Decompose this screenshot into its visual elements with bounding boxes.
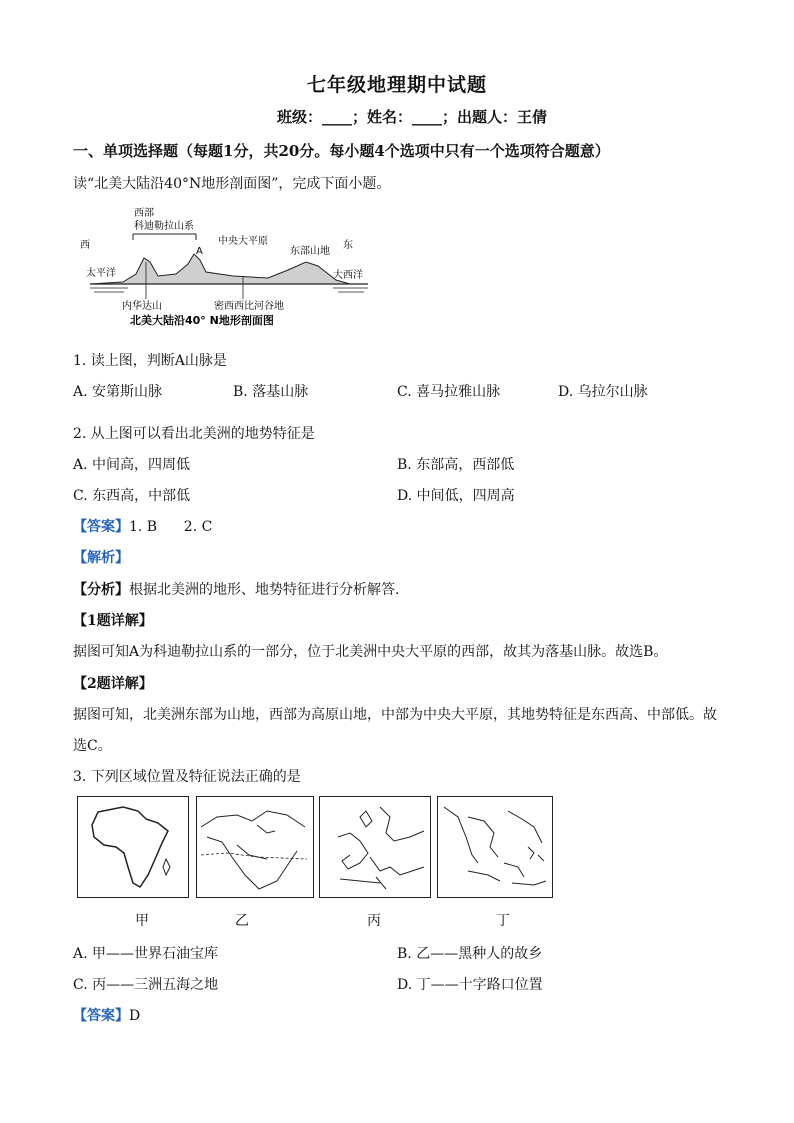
q2-option-b[interactable]: B. 东部高，西部低 bbox=[397, 457, 515, 473]
africa-outline bbox=[78, 797, 188, 897]
answer3-text: D bbox=[129, 1008, 141, 1024]
analysis-text: 根据北美洲的地形、地势特征进行分析解答. bbox=[129, 582, 400, 598]
great-plains-label: 中央大平原 bbox=[218, 236, 268, 247]
map-label-yi: 乙 bbox=[235, 913, 249, 929]
q2-option-c[interactable]: C. 东西高，中部低 bbox=[73, 488, 191, 504]
q3-option-d[interactable]: D. 丁——十字路口位置 bbox=[397, 977, 543, 993]
q3-stem: 3. 下列区域位置及特征说法正确的是 bbox=[73, 769, 301, 785]
q2-stem: 2. 从上图可以看出北美洲的地势特征是 bbox=[73, 426, 315, 442]
peak-a-label: A bbox=[196, 246, 203, 257]
middle-east-outline bbox=[197, 797, 313, 897]
atlantic-label: 大西洋 bbox=[333, 270, 363, 281]
west-range-label: 西部 bbox=[134, 208, 154, 219]
map-label-ding: 丁 bbox=[496, 913, 510, 929]
q2-option-a[interactable]: A. 中间高，四周低 bbox=[73, 457, 191, 473]
map-europe bbox=[319, 796, 431, 898]
detail2-line1: 据图可知，北美洲东部为山地，西部为高原山地，中部为中央大平原，其地势特征是东西高、中部低。故 bbox=[73, 707, 717, 723]
map-label-bing: 丙 bbox=[367, 913, 381, 929]
q1-stem: 1. 读上图，判断A山脉是 bbox=[73, 353, 227, 369]
analysis-heading: 【解析】 bbox=[73, 550, 129, 566]
intro-text: 读“北美大陆沿40°N地形剖面图”，完成下面小题。 bbox=[73, 176, 391, 192]
nevada-label: 内华达山 bbox=[122, 301, 162, 312]
q3-option-c[interactable]: C. 丙——三洲五海之地 bbox=[73, 977, 219, 993]
map-southeast-asia bbox=[437, 796, 553, 898]
terrain-profile-figure bbox=[78, 204, 378, 329]
answer-1-2 bbox=[73, 516, 212, 536]
q3-option-a[interactable]: A. 甲——世界石油宝库 bbox=[73, 946, 219, 962]
q1-option-a[interactable]: A. 安第斯山脉 bbox=[73, 384, 163, 400]
section-heading: 一、单项选择题（每题1分，共20分。每小题4个选项中只有一个选项符合题意） bbox=[73, 142, 610, 160]
analysis-tag: 【分析】 bbox=[73, 582, 129, 598]
q1-option-c[interactable]: C. 喜马拉雅山脉 bbox=[397, 384, 501, 400]
terrain-shape bbox=[90, 254, 350, 284]
map-middle-east bbox=[196, 796, 314, 898]
exam-meta: 班级：____；姓名：____；出题人：王倩 bbox=[276, 108, 547, 126]
answer-text: 1. B 2. C bbox=[129, 519, 213, 535]
europe-outline bbox=[320, 797, 430, 897]
answer-3 bbox=[73, 1005, 140, 1025]
q1-option-d[interactable]: D. 乌拉尔山脉 bbox=[558, 384, 648, 400]
southeast-asia-outline bbox=[438, 797, 552, 897]
q3-option-b[interactable]: B. 乙——黑种人的故乡 bbox=[397, 946, 543, 962]
detail2-line2: 选C。 bbox=[73, 738, 112, 754]
q1-option-b[interactable]: B. 落基山脉 bbox=[233, 384, 309, 400]
pacific-label: 太平洋 bbox=[86, 268, 116, 279]
east-label: 东 bbox=[343, 240, 353, 251]
mississippi-label: 密西西比河谷地 bbox=[214, 301, 284, 312]
cordillera-label: 科迪勒拉山系 bbox=[134, 221, 194, 232]
east-hills-label: 东部山地 bbox=[290, 246, 330, 257]
answer-tag: 【答案】 bbox=[73, 519, 129, 535]
detail2-tag: 【2题详解】 bbox=[73, 676, 153, 692]
answer3-tag: 【答案】 bbox=[73, 1008, 129, 1024]
map-africa bbox=[77, 796, 189, 898]
west-label: 西 bbox=[80, 240, 90, 251]
q2-option-d[interactable]: D. 中间低，四周高 bbox=[397, 488, 515, 504]
analysis-line bbox=[73, 579, 399, 599]
page-title: 七年级地理期中试题 bbox=[306, 74, 487, 96]
detail1-text: 据图可知A为科迪勒拉山系的一部分，位于北美洲中央大平原的西部，故其为落基山脉。故选B。 bbox=[73, 644, 668, 660]
detail1-tag: 【1题详解】 bbox=[73, 613, 153, 629]
profile-caption: 北美大陆沿40° N地形剖面图 bbox=[130, 314, 274, 327]
map-label-jia: 甲 bbox=[135, 913, 149, 929]
